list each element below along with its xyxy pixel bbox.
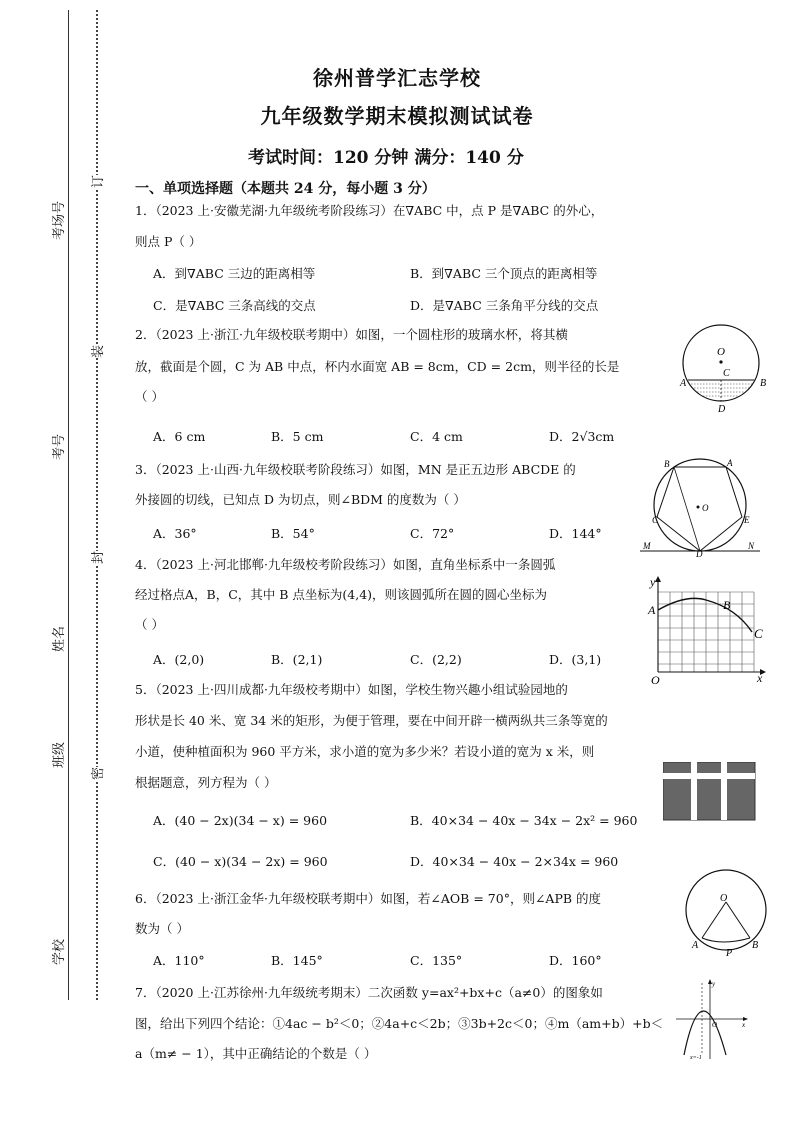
q7-figure-parabola bbox=[672, 977, 752, 1061]
q4-label-o: O bbox=[651, 673, 660, 686]
q1-option-c: C．是∇ABC 三条高线的交点 bbox=[153, 298, 316, 313]
seal-char-ding: 订 bbox=[87, 175, 106, 188]
q2-label-o: O bbox=[717, 346, 725, 358]
seal-char-feng: 封 bbox=[87, 551, 106, 564]
q3-option-c: C．72° bbox=[410, 526, 455, 541]
binding-dotted-line bbox=[96, 10, 98, 1000]
q6-option-b: B．145° bbox=[271, 953, 323, 968]
q7-label-x: x bbox=[742, 1021, 746, 1029]
q7-label-axis: x=-1 bbox=[690, 1055, 702, 1061]
q4-label-b: B bbox=[723, 598, 731, 612]
section-title: 一、单项选择题（本题共 24 分，每小题 3 分） bbox=[135, 181, 436, 197]
q3-label-o: O bbox=[702, 503, 709, 513]
q2-label-d: D bbox=[718, 404, 726, 415]
school-title: 徐州普学汇志学校 bbox=[313, 66, 481, 90]
q5-option-c: C．(40 − x)(34 − 2x) = 960 bbox=[153, 854, 328, 869]
q6-label-a: A bbox=[692, 940, 699, 951]
q3-label-e: E bbox=[744, 515, 750, 525]
q4-line2: 经过格点A，B，C，其中 B 点坐标为(4,4)，则该圆弧所在圆的圆心坐标为 bbox=[135, 587, 548, 602]
q5-option-b: B．40×34 − 40x − 34x − 2x² = 960 bbox=[410, 813, 638, 828]
q7-label-y: y bbox=[712, 980, 716, 988]
q3-label-n: N bbox=[748, 541, 755, 551]
q2-figure-circle bbox=[676, 318, 776, 418]
q2-option-b: B．5 cm bbox=[271, 429, 324, 444]
q4-option-b: B．(2,1) bbox=[271, 652, 323, 667]
q3-option-d: D．144° bbox=[549, 526, 602, 541]
field-exam-room-label: 考场号 bbox=[52, 200, 67, 240]
q4-label-c: C bbox=[754, 626, 763, 641]
q3-figure-pentagon bbox=[640, 455, 765, 557]
q6-option-d: D．160° bbox=[549, 953, 602, 968]
time-score-line: 考试时间：120 分钟 满分：140 分 bbox=[248, 148, 524, 168]
field-name-label: 姓名 bbox=[52, 625, 67, 652]
q7-line3: a（m≠ − 1），其中正确结论的个数是（ ） bbox=[135, 1046, 377, 1061]
q2-label-a: A bbox=[680, 378, 687, 389]
seal-char-zhuang: 装 bbox=[87, 345, 106, 358]
q3-line2: 外接圆的切线，已知点 D 为切点，则∠BDM 的度数为（ ） bbox=[135, 492, 466, 507]
q5-line1: 5．（2023 上·四川成都·九年级校考期中）如图，学校生物兴趣小组试验园地的 bbox=[135, 682, 568, 697]
field-exam-no-label: 考号 bbox=[52, 433, 67, 460]
q4-label-y: y bbox=[650, 575, 656, 589]
q6-line2: 数为（ ） bbox=[135, 921, 189, 936]
q3-label-d: D bbox=[696, 549, 703, 557]
q2-line3: （ ） bbox=[135, 389, 164, 404]
q6-option-a: A．110° bbox=[153, 953, 205, 968]
q5-line2: 形状是长 40 米、宽 34 米的矩形，为便于管理，要在中间开辟一横两纵共三条等宽的 bbox=[135, 713, 608, 728]
q3-label-b: B bbox=[664, 459, 670, 469]
q1-option-d: D．是∇ABC 三条角平分线的交点 bbox=[410, 298, 599, 313]
seal-char-mi: 密 bbox=[87, 767, 106, 780]
q4-line3: （ ） bbox=[135, 617, 164, 632]
q4-label-x: x bbox=[757, 671, 763, 685]
q1-line2: 则点 P（ ） bbox=[135, 234, 202, 249]
q3-option-a: A．36° bbox=[153, 526, 197, 541]
q1-line1: 1．（2023 上·安徽芜湖·九年级统考阶段练习）在∇ABC 中，点 P 是∇ABC 的外心， bbox=[135, 203, 604, 218]
field-class-label: 班级 bbox=[52, 741, 67, 768]
q2-label-b: B bbox=[760, 378, 767, 389]
q2-line2: 放，截面是个圆，C 为 AB 中点，杯内水面宽 AB = 8cm，CD = 2cm，则半径的长是 bbox=[135, 359, 620, 374]
q7-line2: 图，给出下列四个结论：①4ac − b²＜0；②4a+c＜2b；③3b+2c＜0；④m（am+b）+b＜ bbox=[135, 1016, 664, 1031]
q6-option-c: C．135° bbox=[410, 953, 463, 968]
q7-line1: 7．（2020 上·江苏徐州·九年级统考期末）二次函数 y=ax²+bx+c（a≠0）的图象如 bbox=[135, 985, 603, 1000]
q6-label-b: B bbox=[752, 940, 759, 951]
q7-label-o: O bbox=[712, 1021, 718, 1029]
q4-figure-grid bbox=[646, 572, 770, 686]
q2-line1: 2．（2023 上·浙江·九年级校联考期中）如图，一个圆柱形的玻璃水杯，将其横 bbox=[135, 327, 568, 342]
q3-line1: 3．（2023 上·山西·九年级校联考阶段练习）如图，MN 是正五边形 ABCDE 的 bbox=[135, 462, 576, 477]
q5-option-a: A．(40 − 2x)(34 − x) = 960 bbox=[153, 813, 328, 828]
q6-line1: 6．（2023 上·浙江金华·九年级校联考期中）如图，若∠AOB = 70°，则∠APB 的度 bbox=[135, 891, 602, 906]
q5-line3: 小道，使种植面积为 960 平方米，求小道的宽为多少米？若设小道的宽为 x 米，则 bbox=[135, 744, 595, 759]
q6-figure-circle bbox=[680, 868, 776, 960]
q1-option-a: A．到∇ABC 三边的距离相等 bbox=[153, 266, 316, 281]
q3-option-b: B．54° bbox=[271, 526, 315, 541]
q4-option-a: A．(2,0) bbox=[153, 652, 205, 667]
q6-label-o: O bbox=[720, 893, 728, 904]
q6-label-p: P bbox=[726, 948, 733, 959]
q1-option-b: B．到∇ABC 三个顶点的距离相等 bbox=[410, 266, 598, 281]
q5-figure-garden bbox=[663, 762, 757, 822]
exam-title: 九年级数学期末模拟测试试卷 bbox=[260, 104, 534, 128]
q3-label-c: C bbox=[652, 515, 659, 525]
q3-label-m: M bbox=[643, 541, 651, 551]
q4-label-a: A bbox=[648, 603, 656, 617]
q4-line1: 4．（2023 上·河北邯郸·九年级校考阶段练习）如图，直角坐标系中一条圆弧 bbox=[135, 557, 556, 572]
field-school-label: 学校 bbox=[52, 938, 67, 965]
q2-option-d: D．2√3cm bbox=[549, 429, 615, 444]
q5-line4: 根据题意，列方程为（ ） bbox=[135, 775, 277, 790]
q5-option-d: D．40×34 − 40x − 2×34x = 960 bbox=[410, 854, 619, 869]
q2-option-c: C．4 cm bbox=[410, 429, 463, 444]
q4-option-c: C．(2,2) bbox=[410, 652, 462, 667]
q2-option-a: A．6 cm bbox=[153, 429, 206, 444]
q3-label-a: A bbox=[727, 458, 733, 468]
q2-label-c: C bbox=[723, 368, 730, 379]
q4-option-d: D．(3,1) bbox=[549, 652, 602, 667]
